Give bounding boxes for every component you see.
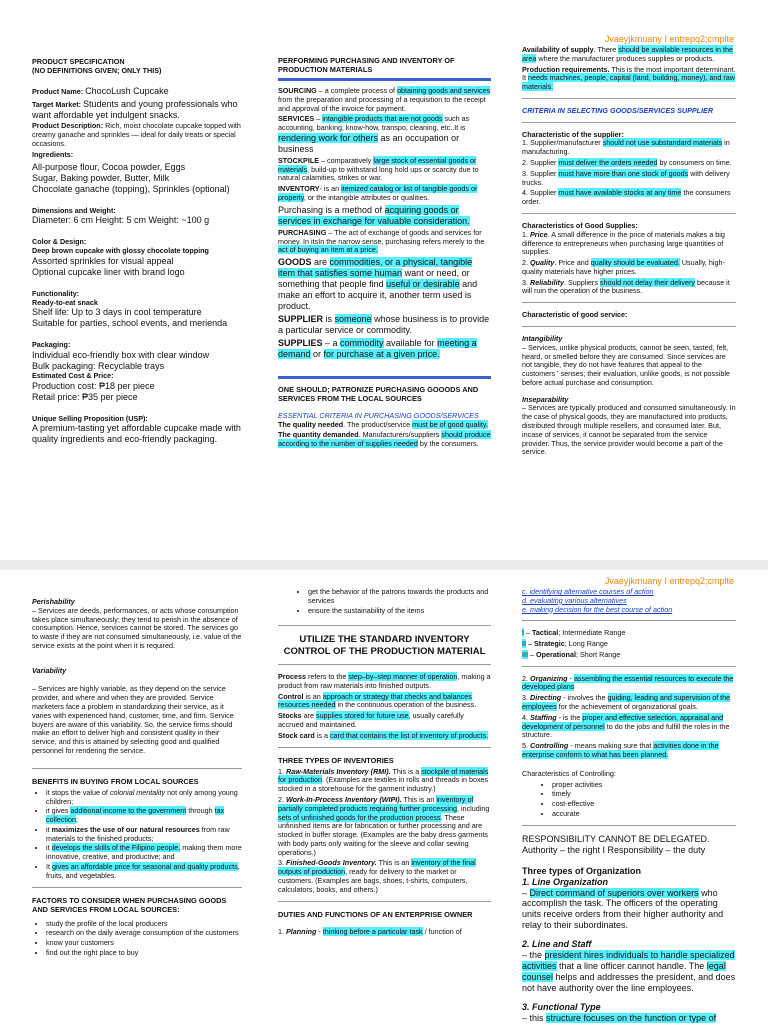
section-divider [32,768,242,769]
controlling-characteristics-list [552,781,736,819]
line-staff-text: – the president hires individuals to handle specialized activities that a line officer cannot handle. The legal counsel helps and addresses the president, and does not have authority over the line employees. [522,950,736,994]
benefit-item: • it gives additional income to the government through tax collection; [46,807,242,825]
cost-line: Retail price: ₱35 per piece [32,391,138,402]
controlling-definition: 5. Controlling - means making sure that activities done in the enterprise conform to what has been planned. [522,741,719,759]
color-line: Optional cupcake liner with brand logo [32,266,185,277]
purchasing-title: PERFORMING PURCHASING AND INVENTORY OF PRODUCTION MATERIALS [278,56,455,75]
inventory-control-column [278,586,491,938]
section-divider [522,213,736,214]
stockpile-definition: STOCKPILE – comparatively large stock of essential goods or materials, build-up to withstand long hold ups or scarcity due to natural calamities, strikes or war. [278,155,479,183]
ingredient-line: All-purpose flour, Cocoa powder, Eggs [32,161,186,172]
page-two [0,570,768,1024]
utilize-title: UTILIZE THE STANDARD INVENTORY CONTROL OF THE PRODUCTION MATERIAL [283,634,486,658]
quantity-criterion: The quantity demanded. Manufacturers/suppliers should produce according to the number of supplies needed by the consumers. [278,430,491,449]
production-requirements: Production requirements. This is the most important determinant. It needs machines, people, capital (land, building, money), and raw materials. [522,64,736,92]
factor-item: • research on the daily average consumption of the customers [46,929,242,938]
three-types-title: THREE TYPES OF INVENTORIES [278,755,394,765]
section-divider [522,620,736,621]
section-divider [278,78,491,81]
section-divider [522,98,736,99]
purchasing-column [278,56,491,451]
local-sources-title: ONE SHOULD; PATRONIZE PURCHASING GOOODS AND SERVICES FROM THE LOCAL SOURCES [278,384,479,403]
price-point: 1. Price. A small difference in the price of materials makes a big difference to entrepreneurs when purchasing large quantities of supplies. [522,229,725,257]
line-organization-text: – Direct command of superiors over workers who accomplish the task. The officers of the operating units receive orders from their higher authority and relay to their subordinates. [522,887,724,931]
variability-text: – Services are highly variable, as they depend on the service provider, and where and when they are provided. Service marketers face a problem in standardizing their service, as it varies with experienced hand, customer, time, and firm. Service buyers are aware of this variability. So, the service firms should make an effort to deliver high and consistent quality in their service, and this is attained by selecting good and qualified personnel for rendering the service. [32,684,234,755]
color-title: Color & Design: [32,237,87,247]
page-header: Jvaeyjkmuany I entrepq2;cmplte [604,34,734,44]
supplier-point: 3. Supplier must have more than one stock of goods with delivery trucks. [522,168,730,187]
benefit-item: • it maximizes the use of our natural resources from raw materials to the finished products; [46,826,242,844]
reliability-point: 3. Reliability. Suppliers should not delay their delivery because it will ruin the operation of the business. [522,277,730,296]
factor-item: • know your customers [46,939,242,948]
benefits-title: BENEFITS IN BUYING FROM LOCAL SOURCES [32,776,199,786]
section-divider [278,664,491,665]
packaging-line: Bulk packaging: Recyclable trays [32,361,165,371]
controlling-characteristic: • timely [552,790,736,799]
criteria-supplier-title: CRITERIA IN SELECTING GOODS/SERVICES SUPPLIER [522,105,714,115]
wipi-definition: 2. Work-In-Process Inventory (WIPI). This is an inventory of partially completed products requiring further processing, including sets of unfinished goods for the production process. These unfinished items are for fabrication or further processing and are stocked in buffer storage. (Examples are the baby dress garments with body parts only waiting for the sleeve and collar sewing operations.) [278,794,490,857]
staffing-definition: 4. Staffing - is the proper and effective selection, appraisal and development of personnel to do the jobs and fulfill the roles in the structure. [522,712,730,740]
spec-item-ingredients: Ingredients: [32,149,74,159]
section-divider [278,747,491,748]
supplies-definition: SUPPLIES – a commodity available for meeting a demand or for purchase at a given price. [278,337,477,359]
criteria-title: ESSENTIAL CRITERIA IN PURCHASING GOODS/SERVICES [278,410,479,420]
spec-item-name: Product Name: ChocoLush Cupcake [32,85,169,96]
management-functions-column [522,588,736,1026]
factor-item: • find out the right place to buy [46,949,242,958]
benefit-item: • It gives an affordable price for seasonal and quality products, fruits, and vegetables. [46,863,242,881]
functionality-line: Suitable for parties, school events, and merienda [32,318,228,329]
duties-title: DUTIES AND FUNCTIONS OF AN ENTERPRISE OWNER [278,909,473,919]
services-definition: SERVICES – intangible products that are not goods such as accounting, banking, know-how, transpo, cleaning, etc..It is rendering work for others as an occupation or business [278,114,470,154]
functionality-line: Ready-to-eat snack [32,297,98,307]
spec-item-market: Target Market: Students and young professionals who want affordable yet indulgent snacks. [32,98,238,120]
cost-title: Estimated Cost & Price: [32,370,114,380]
characteristic-supplier-title: Characteristic of the supplier: [522,129,624,139]
stockcard-definition: Stock card is a card that contains the list of inventory of products. [278,730,489,740]
cost-line: Production cost: ₱18 per piece [32,380,155,391]
section-divider [522,326,736,327]
good-service-title: Characteristic of good service: [522,310,628,320]
benefits-list [46,789,242,881]
benefit-item: • it develops the skills of the Filipino people, making them more innovative, creative, and productive; and [46,844,242,862]
benefit-item: • it stops the value of colonial mentality not only among young children; [46,789,242,807]
inventory-definition: INVENTORY- is an itemized catalog or list of tangible goods or property, or the intangible attributes or qualities. [278,184,478,203]
planning-level: I – Tactical; Intermediate Range [522,628,626,638]
service-characteristics-column [32,598,242,962]
ingredient-line: Chocolate ganache (topping), Sprinkles (optional) [32,183,230,194]
factor-item: • study the profile of the local producers [46,920,242,929]
planning-level: II – Strategic; Long Range [522,639,608,649]
fgi-definition: 3. Finished-Goods Inventory. This is an inventory of the final outputs of production, ready for delivery to the market or customers. (Examples are bags, shoes, t-shirts, computers, calculators, books, and others.) [278,858,476,894]
patron-bullet: • get the behavior of the patrons towards the products and services [308,588,491,606]
usp-text: A premium-tasting yet affordable cupcake made with quality ingredients and eco-friendly packaging. [32,423,241,445]
functionality-title: Functionality: [32,288,80,298]
line-organization-title: 1. Line Organization [522,876,609,887]
supplier-definition: SUPPLIER is someone whose business is to provide a particular service or commodity. [278,313,490,335]
quality-point: 2. Quality. Price and quality should be evaluated. Usually, high-quality materials have higher prices. [522,258,725,276]
supplier-point: 4. Supplier must have available stocks at any time the consumers order. [522,188,731,207]
color-line: Assorted sprinkles for visual appeal [32,255,174,266]
authority-note: Authority – the right I Responsibility – the duty [522,844,706,855]
supplier-point: 1. Supplier/manufacturer should not use substandard materials in manufacturing. [522,138,730,157]
factors-list [46,920,242,958]
product-spec-title: PRODUCT SPECIFICATION [32,57,125,66]
control-definition: Control is an approach or strategy that checks and balances resources needed in the continuous operation of the business. [278,691,477,710]
planning-definition: 1. Planning - thinking before a particular task / function of [278,926,462,936]
patron-bullets [308,588,491,615]
controlling-characteristics-title: Characteristics of Controlling: [522,768,616,778]
variability-title: Variability [32,665,67,675]
factors-title: FACTORS TO CONSIDER WHEN PURCHASING GOODS AND SERVICES FROM LOCAL SOURCES: [32,895,227,914]
product-spec-column [32,58,242,445]
process-definition: Process refers to the step–by–step manner of operation, making a product from raw materials into finished outputs. [278,672,491,690]
product-spec-subtitle: (NO DEFINITIONS GIVEN; ONLY THIS) [32,65,162,75]
directing-definition: 3. Directing - involves the guiding, leading and supervision of the employees for the achievement of organizational goals. [522,693,731,712]
controlling-characteristic: • accurate [552,810,736,819]
responsibility-note: RESPONSIBILITY CANNOT BE DELEGATED. [522,833,710,844]
intangibility-text: – Services, unlike physical products, cannot be seen, tasted, felt, heard, or smelled before they are consumed. Since services are not tangible, they do not have features that appeal to the customers ' senses; their evaluation, unlike goods, is not possible before actual purchase and consumption. [522,342,730,387]
organization-types-title: Three types of Organization [522,865,642,876]
perishability-text: – Services are deeds, performances, or acts whose consumption takes place simultaneously; they tend to perish in the absence of consumption. Hence, services cannot be stored. The services go to waste if they are not consumed simultaneously, i.e. value of the service exists at the point when it is required. [32,605,242,650]
decision-step: e. making decision for the best course of action [522,604,673,614]
section-divider [522,302,736,303]
sourcing-definition: SOURCING – a complete process of obtaining goods and services from the preparation and processing of a requisition to the receipt and approval of the invoice for payment. [278,86,491,113]
intangibility-title: Intangibility [522,333,563,343]
availability-of-supply: Availability of supply. There should be available resources in the area where the manufacturer produces supplies or products. [522,45,733,63]
controlling-characteristic: • cost-effective [552,800,736,809]
color-line: Deep brown cupcake with glossy chocolate topping [32,246,209,256]
functional-type-text: – this structure focuses on the function or type of [522,1013,717,1024]
section-divider [278,901,491,902]
stocks-definition: Stocks are supplies stored for future use, usually carefully accrued and maintained. [278,711,464,729]
section-divider [32,887,242,888]
goods-definition: GOODS are commodities, or a physical, tangible item that satisfies some human want or need, or something that people find useful or desirable and make an effort to acquire it, another term used is product. [278,257,478,311]
decision-step: d. evaluating various alternatives [522,595,627,605]
section-divider [278,376,491,379]
ingredient-line: Sugar, Baking powder, Butter, Milk [32,172,170,183]
quality-criterion: The quality needed. The product/service must be of good quality. [278,419,488,429]
section-divider [522,666,736,667]
supplier-criteria-column [522,46,736,459]
functional-type-title: 3. Functional Type [522,1002,601,1013]
inseparability-text: – Services are typically produced and consumed simultaneously. In the case of physical goods, they are manufactured into products, distributed through multiple resellers, and consumed later. But, incase of services, it cannot be separated from the service provider. Thus, the service provider would become a part of the service. [522,403,736,457]
section-divider [278,625,491,626]
packaging-title: Packaging: [32,340,71,350]
supplier-point: 2. Supplier must deliver the orders needed by consumers on time. [522,158,732,168]
patron-bullet: • ensure the sustainability of the items [308,607,491,616]
perishability-title: Perishability [32,597,75,606]
planning-level: III – Operational; Short Range [522,649,621,659]
section-divider [522,122,736,123]
usp-title: Unique Selling Proposition (USP): [32,413,148,423]
inseparability-title: Inseparability [522,394,569,404]
good-supplies-title: Characteristics of Good Supplies: [522,220,638,230]
controlling-characteristic: • proper activities [552,781,736,790]
purchasing-definition: PURCHASING – The act of exchange of goods and services for money. In itsIn the narrow sense, purchasing refers merely to the act of buying an item at a price. [278,227,485,255]
spec-item-description: Product Description: Rich, moist chocolate cupcake topped with creamy ganache and sprinkles — ideal for daily treats or special occasions. [32,121,241,149]
page-header: Jvaeyjkmuany I entrepq2;cmplte [604,576,734,586]
organizing-definition: 2. Organizing - assembling the essential resources to execute the developed plans [522,673,734,692]
page-separator [0,560,768,570]
packaging-line: Individual eco-friendly box with clear window [32,350,210,361]
decision-step: c. identifying alternative courses of action [522,587,654,596]
dimensions-title: Dimensions and Weight: [32,205,116,215]
line-staff-title: 2. Line and Staff [522,939,592,950]
rmi-definition: 1. Raw-Materials Inventory (RMI). This is a stockpile of materials for production. (Examples are textiles in rolls and threads in boxes stocked in a storehouse for the garment industry.) [278,766,489,794]
dimensions-value: Diameter: 6 cm Height: 5 cm Weight: ~100 g [32,215,210,226]
section-divider [522,825,736,826]
purchasing-intro: Purchasing is a method of acquiring goods or services in exchange for valuable consideration. [278,204,470,226]
functionality-line: Shelf life: Up to 3 days in cool temperature [32,307,202,318]
